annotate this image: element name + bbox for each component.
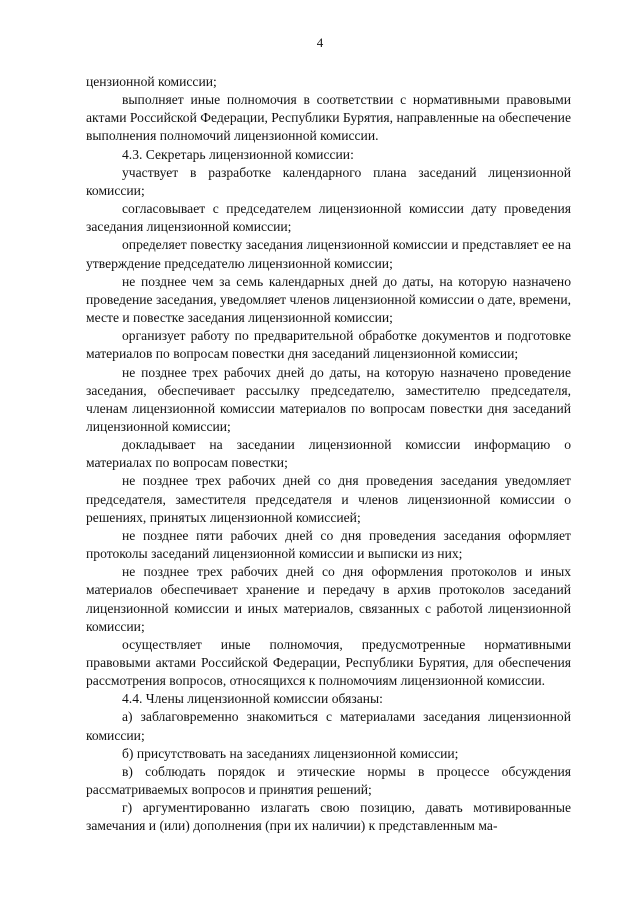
paragraph: не позднее трех рабочих дней со дня оформления протоколов и иных материалов обеспечивает хранение и передачу в архив протоколов заседаний лицензионной комиссии и иных материалов, связанных с работой лицензионной комиссии; (86, 564, 571, 634)
paragraph: организует работу по предварительной обработке документов и подготовке материалов по вопросам повестки дня заседаний лицензионной комиссии; (86, 328, 571, 362)
page-number: 4 (316, 35, 324, 50)
paragraph: определяет повестку заседания лицензионной комиссии и представляет ее на утверждение председателю лицензионной комиссии; (86, 237, 571, 271)
paragraph: не позднее пяти рабочих дней со дня проведения заседания оформляет протоколы заседаний лицензионной комиссии и выписки из них; (86, 527, 571, 562)
list-item-b: б) присутствовать на заседаниях лицензионной комиссии; (122, 745, 459, 761)
paragraph: согласовывает с председателем лицензионной комиссии дату проведения заседания лицензионной комиссии; (86, 201, 571, 235)
paragraph: участвует в разработке календарного плана заседаний лицензионной комиссии; (86, 164, 571, 198)
list-item-g: г) аргументированно излагать свою позицию, давать мотивированные замечания и (или) дополнения (при их наличии) к представленным ма- (86, 800, 571, 834)
section-heading-4-3: 4.3. Секретарь лицензионной комиссии: (122, 146, 354, 162)
paragraph-continuation: цензионной комиссии; (86, 74, 217, 89)
paragraph: не позднее трех рабочих дней со дня проведения заседания уведомляет председателя, заместителя председателя и членов лицензионной комиссии о решениях, принятых лицензионной комиссией; (86, 473, 571, 525)
paragraph: не позднее чем за семь календарных дней до даты, на которую назначено проведение заседания, уведомляет членов лицензионной комиссии о дате, времени, месте и повестке заседания лицензионной комиссии; (86, 273, 571, 326)
section-heading-4-4: 4.4. Члены лицензионной комиссии обязаны: (122, 691, 383, 707)
paragraph: выполняет иные полномочия в соответствии с нормативными правовыми актами Российской Федерации, Республики Бурятия, направленные на обеспечение выполнения полномочий лицензионной комиссии. (86, 92, 571, 144)
list-item-v: в) соблюдать порядок и этические нормы в процессе обсуждения рассматриваемых вопросов и принятия решений; (86, 763, 571, 798)
list-item-a: а) заблаговременно знакомиться с материалами заседания лицензионной комиссии; (86, 709, 571, 743)
paragraph: осуществляет иные полномочия, предусмотренные нормативными правовыми актами Российской Федерации, Республики Бурятия, для обеспечения рассмотрения вопросов, относящихся к полномочиям лицензионной комиссии. (86, 636, 571, 689)
paragraph: не позднее трех рабочих дней до даты, на которую назначено проведение заседания, обеспечивает рассылку председателю, заместителю председателя, членам лицензионной комиссии материалов по вопросам повестки дня заседаний лицензионной комиссии; (86, 364, 571, 434)
paragraph: докладывает на заседании лицензионной комиссии информацию о материалах по вопросам повестки; (86, 437, 571, 471)
body-text (86, 73, 571, 836)
